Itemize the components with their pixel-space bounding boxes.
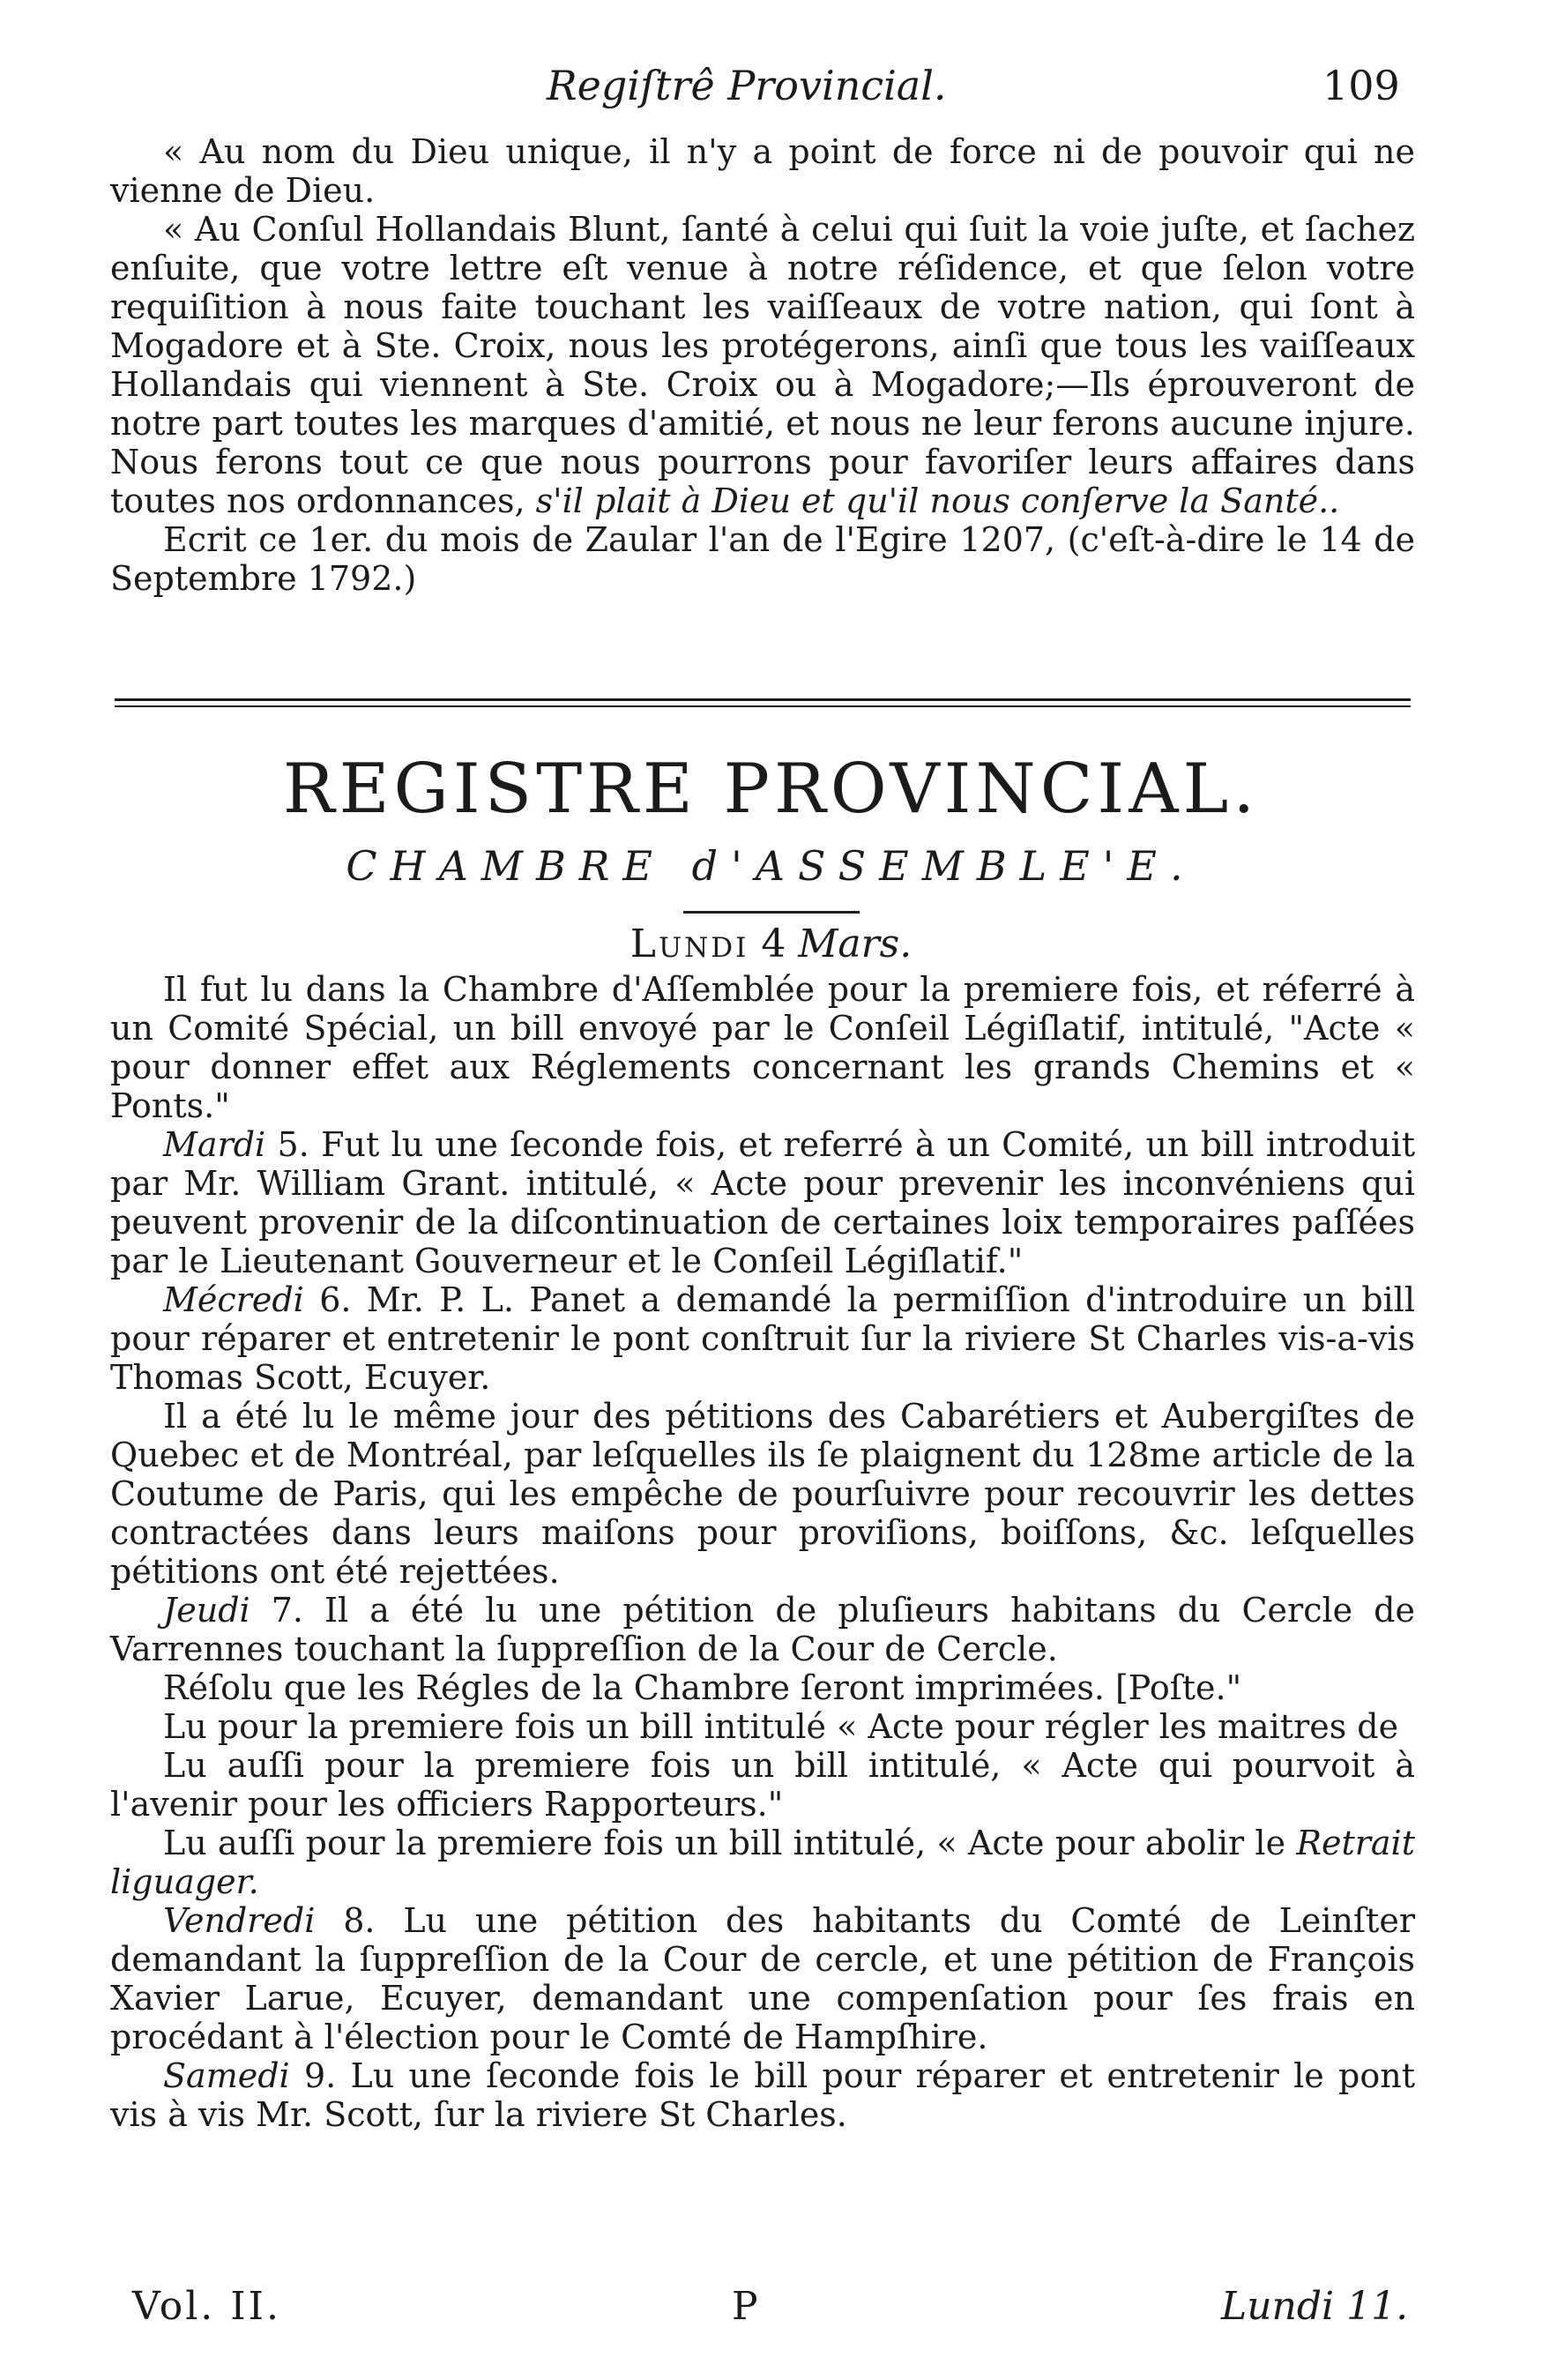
journal-entry <box>110 1901 1415 2056</box>
volume-mark: Vol. II. <box>132 2284 282 2329</box>
entry-text: Lu pour la premiere fois un bill intitulé « Acte pour régler les maitres de <box>163 1707 1399 1746</box>
entry-day: Mécredi <box>163 1280 304 1319</box>
letter-line: « Au Conſul Hollandais Blunt, ſanté à celui qui ſuit la voie juſte, et ſachez enſuite, que votre lettre eſt venue à notre réſidence, et que ſelon votre requiſition à nous faite touchant les vaiſſeaux de votre nation, qui ſont à Mogadore et à Ste. Croix, nous les protégerons, ainſi que tous les vaiſſeaux Hollandais qui viennent à Ste. Croix ou à Mogadore;—Ils éprouveront de notre part toutes les marques d'amitié, et nous ne leur ferons aucune injure. Nous ferons tout ce que nous pourrons pour favoriſer leurs affaires dans toutes nos ordonnances, <box>110 210 1415 520</box>
page-footer <box>0 2284 1542 2337</box>
letter-line: « Au nom du Dieu unique, il n'y a point de force ni de pouvoir qui ne vienne de Dieu. <box>110 132 1415 210</box>
letter-text <box>110 132 1415 598</box>
entry-text: 6. Mr. P. L. Panet a demandé la permiſſion d'introduire un bill pour réparer et entretenir le pont conſtruit ſur la riviere St Charles vis-a-vis Thomas Scott, Ecuyer. <box>110 1280 1415 1397</box>
entry-day: Jeudi <box>163 1591 250 1630</box>
entry-text: 5. Fut lu une ſeconde fois, et referré à un Comité, un bill introduit par Mr. William Grant. intitulé, « Acte pour prevenir les inconvéniens qui peuvent provenir de la diſcontinuation de certaines loix temporaires paſſées par le Lieutenant Gouverneur et le Conſeil Légiſlatif." <box>110 1125 1415 1280</box>
date-number: 4 <box>761 921 786 966</box>
journal-entry <box>110 1668 1415 1707</box>
signature-mark: P <box>732 2284 758 2329</box>
journal-entry <box>110 970 1415 1125</box>
section-rule-bottom <box>115 705 1411 707</box>
journal-entry <box>110 1280 1415 1397</box>
date-day: Lundi <box>629 921 749 966</box>
entry-day: Mardi <box>163 1125 266 1164</box>
entry-text: 7. Il a été lu une pétition de pluſieurs habitans du Cercle de Varrennes touchant la ſuppreſſion de la Cour de Cercle. <box>110 1591 1415 1668</box>
entry-day: Vendredi <box>163 1901 316 1940</box>
date-month: Mars. <box>798 921 913 966</box>
entry-text: Lu auſſi pour la premiere fois un bill intitulé, « Acte qui pourvoit à l'avenir pour les officiers Rapporteurs." <box>110 1746 1415 1824</box>
entry-text: Il fut lu dans la Chambre d'Aſſemblée pour la premiere fois, et réferré à un Comité Spécial, un bill envoyé par le Conſeil Légiſlatif, intitulé, "Acte « pour donner effet aux Réglements concernant les grands Chemins et « Ponts." <box>110 970 1415 1125</box>
page-number: 109 <box>1322 62 1400 109</box>
entry-day: Samedi <box>163 2056 290 2095</box>
journal-entry <box>110 1707 1415 1746</box>
journal-entry <box>110 1746 1415 1824</box>
running-title: Regiſtrê Provincial. <box>547 62 947 109</box>
letter-closing: s'il plait à Dieu et qu'il nous conſerve la Santé.. <box>535 481 1340 520</box>
entry-text: 9. Lu une ſeconde fois le bill pour réparer et entretenir le pont vis à vis Mr. Scott, ſur la riviere St Charles. <box>110 2056 1415 2134</box>
entry-text: Il a été lu le même jour des pétitions des Cabarétiers et Aubergiſtes de Quebec et de Montréal, par leſquelles ils ſe plaignent du 128me article de la Coutume de Paris, qui les empêche de pourſuivre pour recouvrir les dettes contractées dans leurs maiſons pour proviſions, boiſſons, &c. leſquelles pétitions ont été rejettées. <box>110 1397 1415 1591</box>
date-heading <box>0 921 1542 966</box>
letter-body <box>110 210 1415 520</box>
section-divider <box>683 911 860 914</box>
entry-text: 8. Lu une pétition des habitants du Comté de Leinſter demandant la ſuppreſſion de la Cour de cercle, et une pétition de François Xavier Larue, Ecuyer, demandant une compenſation pour ſes frais en procédant à l'élection pour le Comté de Hampſhire. <box>110 1901 1415 2056</box>
entry-text: Lu auſſi pour la premiere fois un bill intitulé, « Acte pour abolir le <box>163 1824 1286 1862</box>
journal-entry <box>110 1397 1415 1591</box>
section-title: REGISTRE PROVINCIAL. <box>282 750 1260 829</box>
section-subtitle: CHAMBRE d'ASSEMBLE'E. <box>346 842 1196 890</box>
entry-italic-tail: Retrait liguager. <box>110 1824 1415 1901</box>
journal-entry <box>110 2056 1415 2134</box>
letter-line: Ecrit ce 1er. du mois de Zaular l'an de l'Egire 1207, (c'eſt-à-dire le 14 de Septembre 1792.) <box>110 520 1415 598</box>
journal-entries <box>110 970 1415 2134</box>
section-rule-top <box>115 698 1411 701</box>
journal-entry <box>110 1824 1415 1901</box>
running-head <box>0 62 1542 123</box>
journal-entry <box>110 1125 1415 1280</box>
entry-text: Réſolu que les Régles de la Chambre ſeront imprimées. [Poſte." <box>163 1668 1242 1707</box>
catchword: Lundi 11. <box>1221 2284 1409 2329</box>
journal-entry <box>110 1591 1415 1668</box>
